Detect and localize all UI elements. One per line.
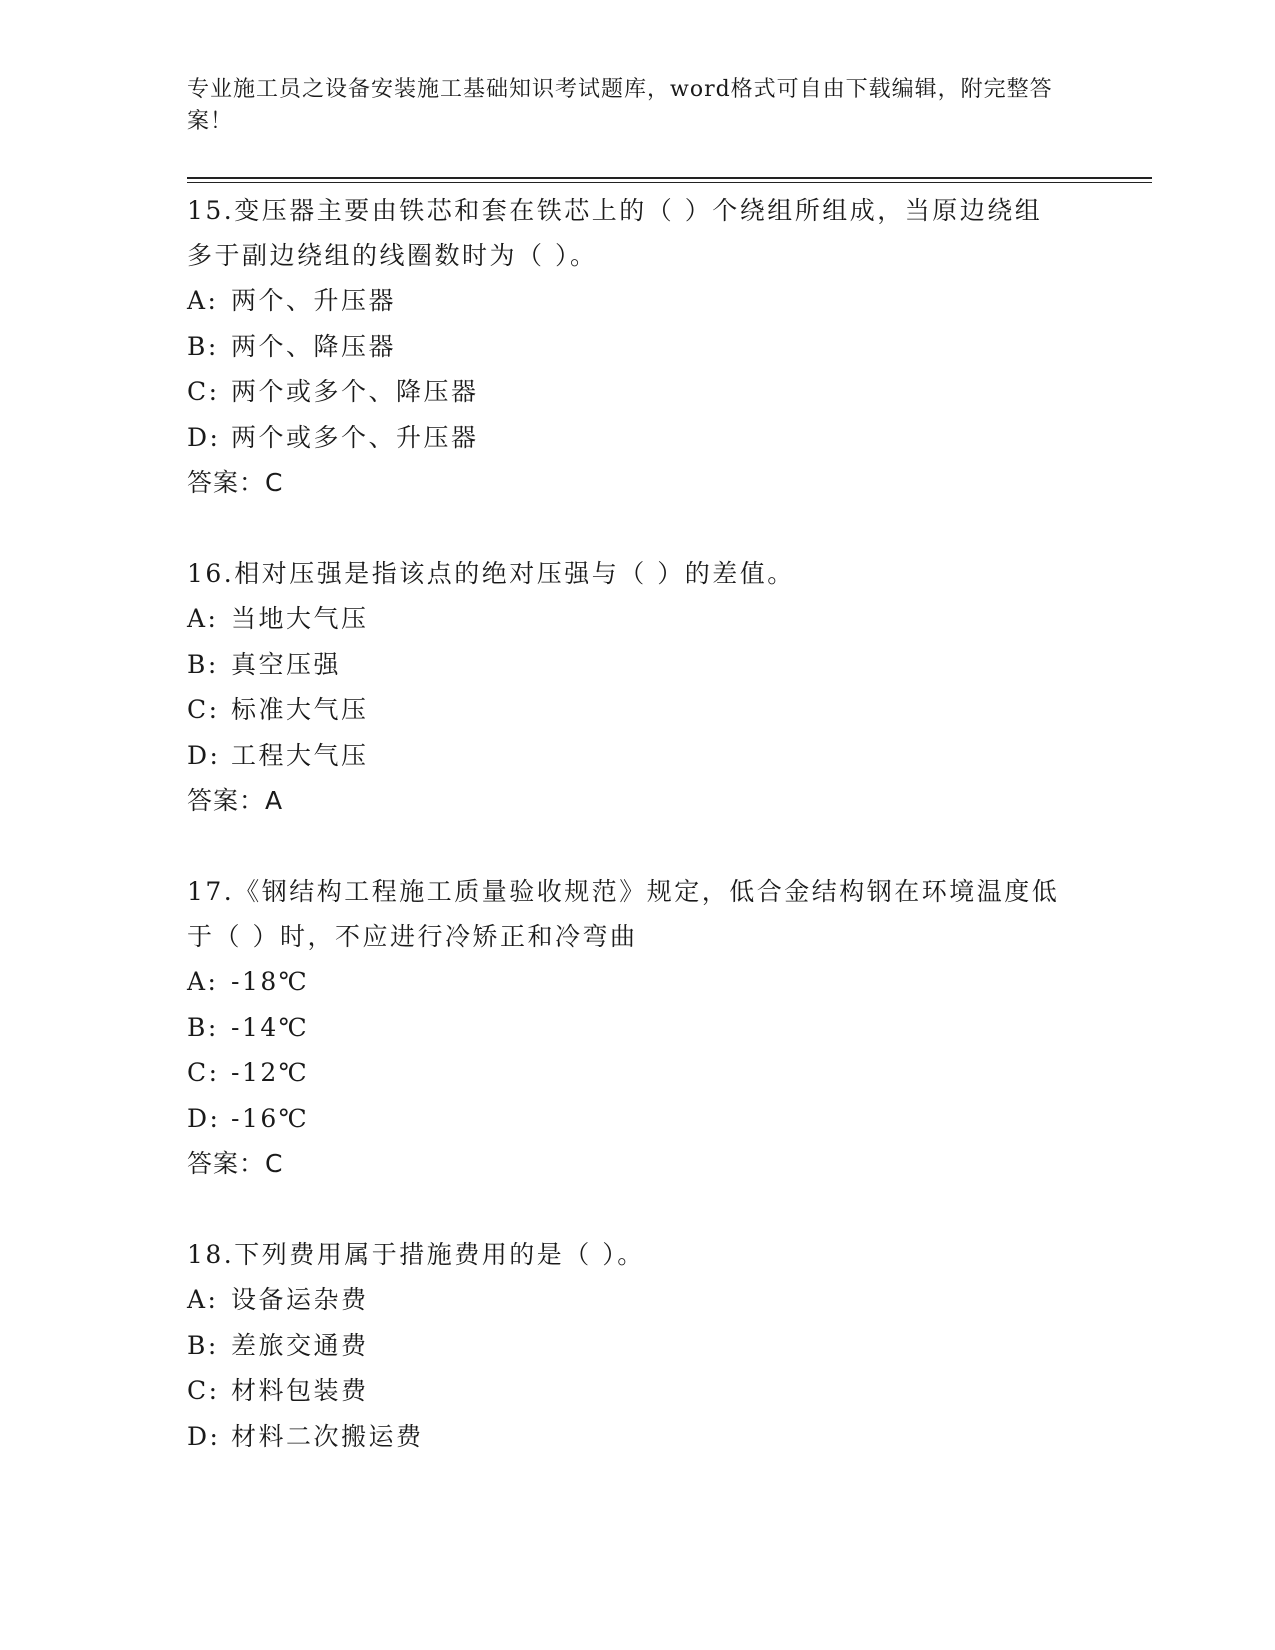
option-letter: B: [187, 331, 219, 361]
option-a [187, 278, 1067, 324]
option-letter: B: [187, 1012, 219, 1042]
option-letter: A: [187, 604, 219, 633]
option-letter: D: [187, 422, 221, 452]
option-c [187, 1050, 1067, 1096]
option-text: 当地大气压 [231, 604, 369, 633]
question-15 [187, 188, 1067, 505]
header-divider-thin [187, 182, 1152, 183]
question-16 [187, 551, 1067, 823]
option-c [187, 1368, 1067, 1414]
option-d [187, 415, 1067, 461]
question-stem: 15.变压器主要由铁芯和套在铁芯上的（ ）个绕组所组成，当原边绕组多于副边绕组的线圈数时为（ ）。 [187, 196, 1043, 270]
option-letter: A: [187, 1285, 219, 1314]
answer-line: 答案：C [187, 468, 284, 497]
option-letter: B: [187, 649, 219, 679]
question-18 [187, 1232, 1067, 1459]
option-d [187, 1096, 1067, 1142]
option-text: 工程大气压 [231, 740, 369, 770]
question-17 [187, 869, 1067, 1186]
option-text: 两个、降压器 [231, 331, 397, 361]
option-text: 差旅交通费 [231, 1330, 369, 1360]
option-b [187, 1323, 1067, 1369]
answer-line: 答案：C [187, 1149, 284, 1178]
option-letter: D: [187, 740, 221, 770]
question-stem: 17.《钢结构工程施工质量验收规范》规定，低合金结构钢在环境温度低于（ ）时，不应进行冷矫正和冷弯曲 [187, 877, 1060, 951]
option-letter: A: [187, 967, 219, 996]
option-text: -14℃ [231, 1012, 310, 1042]
header-divider-thick [187, 177, 1152, 179]
option-a [187, 1277, 1067, 1323]
option-letter: A: [187, 286, 219, 315]
option-c [187, 369, 1067, 415]
question-stem: 18.下列费用属于措施费用的是（ ）。 [187, 1240, 645, 1269]
option-text: 两个或多个、升压器 [231, 422, 479, 452]
option-letter: D: [187, 1103, 221, 1133]
option-text: 材料包装费 [231, 1376, 369, 1405]
option-b [187, 1005, 1067, 1051]
option-d [187, 733, 1067, 779]
option-b [187, 642, 1067, 688]
option-text: 标准大气压 [231, 695, 369, 724]
option-text: 两个或多个、降压器 [231, 377, 479, 406]
option-text: -16℃ [231, 1103, 310, 1133]
option-letter: B: [187, 1330, 219, 1360]
option-text: -12℃ [231, 1058, 310, 1087]
option-letter: D: [187, 1421, 221, 1451]
option-text: 真空压强 [231, 649, 342, 679]
option-d [187, 1414, 1067, 1460]
option-b [187, 324, 1067, 370]
option-letter: C: [187, 377, 220, 406]
option-text: 两个、升压器 [231, 286, 397, 315]
option-c [187, 687, 1067, 733]
answer-line: 答案：A [187, 786, 284, 815]
option-letter: C: [187, 695, 220, 724]
option-letter: C: [187, 1376, 220, 1405]
option-letter: C: [187, 1058, 220, 1087]
option-text: 设备运杂费 [231, 1285, 369, 1314]
option-a [187, 596, 1067, 642]
option-a [187, 959, 1067, 1005]
question-stem: 16.相对压强是指该点的绝对压强与（ ）的差值。 [187, 559, 795, 588]
document-header: 专业施工员之设备安装施工基础知识考试题库，word格式可自由下载编辑，附完整答案！ [187, 77, 1053, 134]
option-text: 材料二次搬运费 [231, 1421, 424, 1451]
option-text: -18℃ [231, 967, 310, 996]
